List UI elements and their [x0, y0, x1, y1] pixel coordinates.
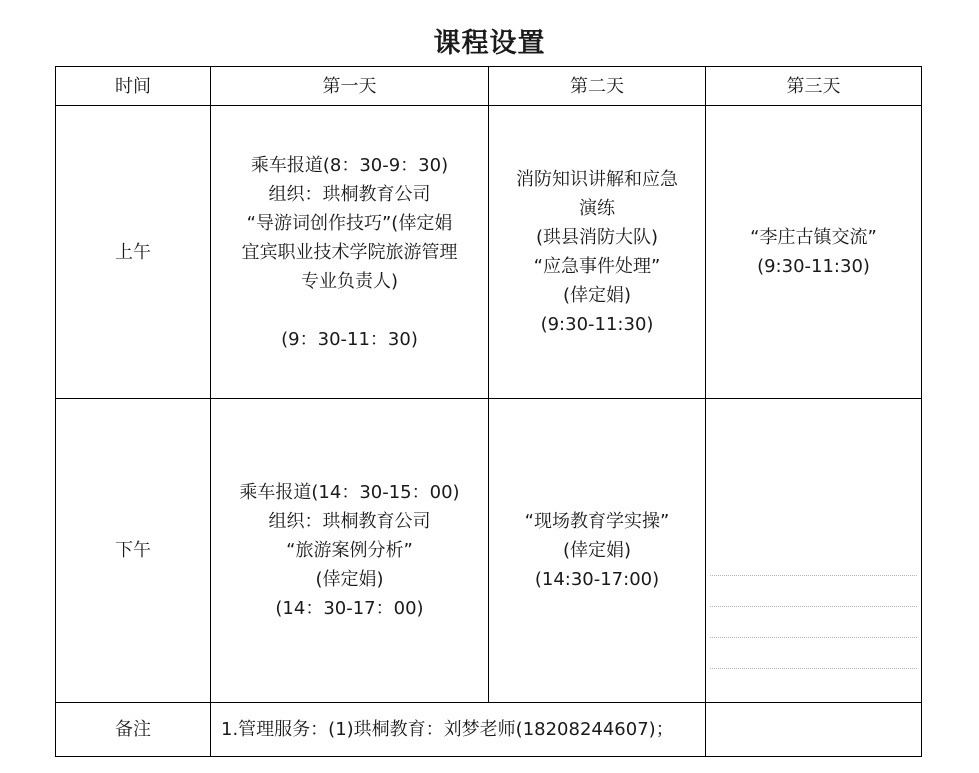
afternoon-day3-cell [706, 399, 922, 703]
afternoon-day1-line: (14：30-17：00) [275, 598, 424, 619]
header-day1: 第一天 [211, 67, 489, 106]
morning-day2-line: 演练 [579, 198, 615, 219]
afternoon-day1-line: 乘车报道(14：30-15：00) [239, 482, 460, 503]
afternoon-day1-line: (倖定娟) [315, 569, 384, 590]
morning-day1-line: “导游词创作技巧”(倖定娟 [246, 212, 453, 234]
notes-text: 1.管理服务：(1)珙桐教育：刘梦老师(18208244607)； [211, 703, 706, 757]
afternoon-day2-line: (倖定娟) [562, 540, 632, 561]
morning-day3-line: “李庄古镇交流” [750, 227, 877, 248]
header-time: 时间 [56, 67, 211, 106]
header-day3: 第三天 [706, 67, 922, 106]
afternoon-day2-line: “现场教育学实操” [524, 511, 670, 532]
morning-day2-line: (倖定娟) [562, 285, 632, 306]
morning-day2-line: “应急事件处理” [533, 256, 661, 277]
header-row [56, 67, 922, 106]
morning-day1-line: 组织：珙桐教育公司 [268, 183, 431, 205]
morning-row [56, 106, 922, 399]
afternoon-label: 下午 [56, 399, 211, 703]
morning-day2-cell [489, 106, 706, 399]
morning-day3-cell [706, 106, 922, 399]
header-day2: 第二天 [489, 67, 706, 106]
morning-label: 上午 [56, 106, 211, 399]
morning-day2-line: (珙县消防大队) [535, 227, 659, 248]
morning-day1-line: 专业负责人) [300, 270, 399, 292]
schedule-table [55, 66, 922, 757]
ruled-line [710, 637, 917, 638]
afternoon-day2-line: (14:30-17:00) [534, 569, 660, 590]
morning-day2-line: 消防知识讲解和应急 [516, 169, 678, 190]
morning-day1-cell [211, 106, 489, 399]
afternoon-day1-line: “旅游案例分析” [286, 540, 413, 561]
morning-day1-line: 乘车报道(8：30-9：30) [250, 154, 449, 176]
notes-empty-cell [706, 703, 922, 757]
notes-row [56, 703, 922, 757]
morning-day3-line: (9:30-11:30) [757, 256, 870, 277]
morning-day2-line: (9:30-11:30) [540, 314, 654, 335]
notes-label: 备注 [56, 703, 211, 757]
morning-day1-line: 宜宾职业技术学院旅游管理 [241, 241, 458, 263]
ruled-line [710, 606, 917, 607]
afternoon-day1-line: 组织：珙桐教育公司 [268, 511, 431, 532]
page-title: 课程设置 [433, 28, 546, 59]
ruled-line [710, 668, 917, 669]
afternoon-day1-cell [211, 399, 489, 703]
ruled-line [710, 575, 917, 576]
morning-day1-line: (9：30-11：30) [281, 328, 418, 350]
afternoon-row [56, 399, 922, 703]
afternoon-day2-cell [489, 399, 706, 703]
